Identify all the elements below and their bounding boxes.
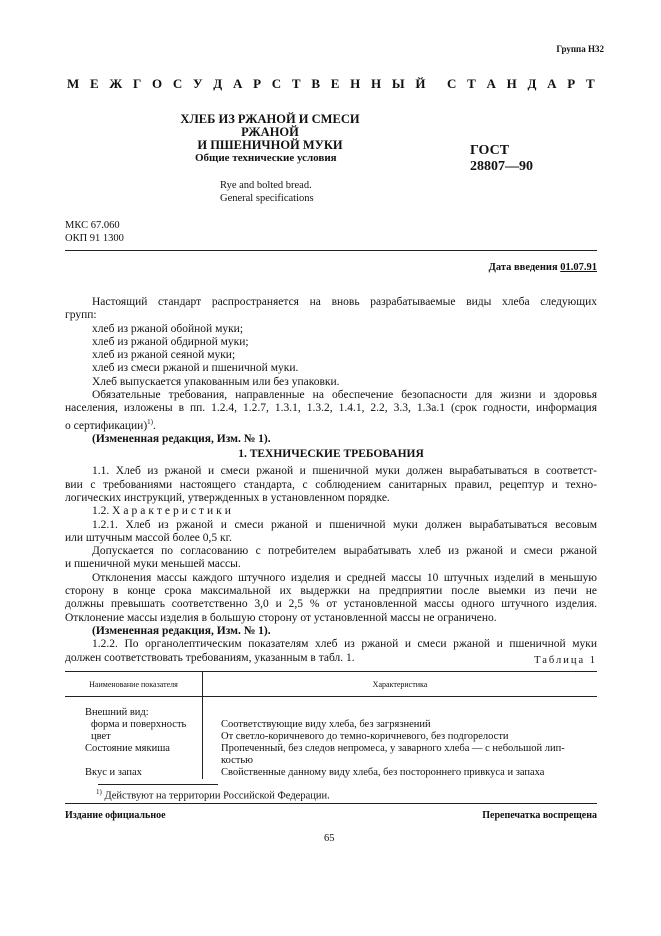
section-heading-technical-requirements: 1. ТЕХНИЧЕСКИЕ ТРЕБОВАНИЯ: [238, 448, 424, 461]
column-header-characteristic: Характеристика: [203, 672, 598, 697]
table-row: [65, 707, 597, 719]
footer-divider: [65, 803, 597, 804]
paragraph-scope-line1: Настоящий стандарт распространяется на вновь разрабатываемые виды хлеба следующих: [92, 296, 597, 308]
requirements-text-end: о сертификации): [65, 419, 148, 432]
paragraph-requirements-line1: Обязательные требования, направленные на обеспечение безопасности для жизни и здоровья: [92, 389, 597, 402]
banner-letter: Д: [213, 76, 223, 91]
banner-letter: А: [547, 76, 557, 91]
clause-1-2-2-line2: должен соответствовать требованиям, указанным в табл. 1.: [65, 651, 355, 664]
characteristic-cell: Свойственные данному виду хлеба, без постороннего привкуса и запаха: [221, 767, 545, 778]
mks-code: МКС 67.060: [65, 220, 120, 231]
gost-number: 28807—90: [470, 159, 533, 174]
clause-1-2-1-line5: Отклонения массы каждого штучного изделия и средней массы 10 штучных изделий в меньшую: [92, 571, 597, 584]
introduction-date: [489, 262, 597, 273]
clause-1-2-1-line2: или штучным массой более 0,5 кг.: [65, 531, 232, 544]
okp-code: ОКП 91 1300: [65, 233, 124, 244]
clause-1-2-1-line6: сторону в конце срока максимальной их выдержки на предприятии после выемки из печи не: [65, 585, 597, 598]
amendment-note: (Измененная редакция, Изм. № 1).: [92, 624, 271, 637]
interstate-standard-banner: [67, 76, 595, 92]
clause-1-2-1-line3: Допускается по согласованию с потребителем вырабатывать хлеб из ржаной и смеси ржаной: [92, 545, 597, 558]
banner-letter: В: [311, 76, 320, 91]
amendment-note: (Измененная редакция, Изм. № 1).: [92, 432, 271, 445]
footnote-text: Действуют на территории Российской Федерации.: [101, 790, 330, 802]
table-row: [65, 719, 597, 731]
official-edition-label: Издание официальное: [65, 810, 166, 821]
english-title: [220, 180, 420, 205]
clause-1-1-line1: 1.1. Хлеб из ржаной и смеси ржаной и пшеничной муки должен вырабатываться в соответст-: [92, 465, 597, 478]
clause-1-2-2-line1: 1.2.2. По органолептическим показателям хлеб из ржаной и смеси ржаной и пшеничной муки: [92, 638, 597, 651]
banner-letter: О: [152, 76, 163, 91]
indicator-cell: Состояние мякиша: [65, 743, 203, 755]
clause-1-2-1-line7: должны превышать соответственно 3,0 и 2,5 % от установленной массы одного штучного изделия.: [65, 598, 597, 611]
clause-1-2-number: 1.2.: [92, 505, 110, 518]
table-header-row: [65, 672, 597, 697]
banner-letter: Е: [330, 76, 340, 91]
page-number: 65: [324, 833, 335, 844]
banner-letter: С: [446, 76, 457, 91]
indicator-cell: Вкус и запах: [65, 767, 203, 779]
clause-1-2-heading: [65, 505, 597, 518]
list-item: хлеб из смеси ржаной и пшеничной муки.: [92, 362, 299, 375]
indicator-cell: цвет: [65, 731, 203, 743]
organoleptic-table: [65, 671, 597, 779]
clause-1-2-1-line4: и пшеничной муки меньшей массы.: [65, 558, 241, 571]
period: .: [153, 419, 156, 432]
indicator-cell: Внешний вид:: [65, 707, 203, 719]
paragraph-packaging: Хлеб выпускается упакованным или без упаковки.: [92, 375, 340, 388]
banner-letter: Д: [527, 76, 537, 91]
banner-letter: С: [172, 76, 183, 91]
footnote-ref: 1): [147, 417, 154, 426]
document-subtitle: Общие технические условия: [195, 152, 337, 164]
banner-letter: Е: [90, 76, 99, 91]
characteristic-cell: Соответствующие виду хлеба, без загрязнений: [221, 719, 431, 730]
list-item: хлеб из ржаной обдирной муки;: [92, 335, 249, 348]
list-item: хлеб из ржаной сеяной муки;: [92, 349, 236, 362]
table-row: [65, 767, 597, 779]
banner-letter: Н: [371, 76, 382, 91]
title-line-2: И ПШЕНИЧНОЙ МУКИ: [197, 138, 343, 152]
paragraph-requirements-line2: населения, изложены в пп. 1.2.4, 1.2.7, 1.3.1, 1.3.2, 1.4.1, 2.2, 3.3, 1.3а.1 (срок годности, информация: [65, 402, 597, 415]
title-line-1: ХЛЕБ ИЗ РЖАНОЙ И СМЕСИ РЖАНОЙ: [180, 112, 360, 139]
banner-letter: Т: [585, 76, 595, 91]
characteristic-cell: [203, 707, 598, 719]
banner-letter: Р: [567, 76, 576, 91]
clause-1-1-line3: логических инструкций, утвержденных в установленном порядке.: [65, 491, 390, 504]
banner-letter: Й: [415, 76, 426, 91]
paragraph-requirements-line3: [65, 416, 597, 433]
banner-letter: Н: [350, 76, 361, 91]
clause-1-1-line2: вии с требованиями настоящего стандарта, с соблюдением санитарных правил, рецептур и техно-: [65, 478, 597, 491]
banner-letter: Н: [506, 76, 517, 91]
table-row: [65, 743, 597, 755]
intro-date-value: 01.07.91: [560, 262, 597, 273]
banner-letter: Г: [133, 76, 142, 91]
banner-letter: С: [271, 76, 282, 91]
characteristic-cell: Пропеченный, без следов непромеса, у заварного хлеба — с небольшой лип-: [221, 743, 565, 754]
banner-letter: А: [232, 76, 243, 91]
banner-letter: Ж: [109, 76, 123, 91]
table-caption: Таблица 1: [534, 655, 597, 666]
intro-date-label: Дата введения: [488, 262, 558, 273]
english-title-line-1: Rye and bolted bread.: [220, 180, 312, 191]
indicator-cell: [65, 755, 203, 767]
footnote: [96, 788, 330, 802]
clause-1-2-title: Характеристики: [112, 505, 234, 518]
intro-section: [65, 296, 597, 665]
footnote-mark: 1): [96, 788, 102, 796]
column-header-indicator: Наименование показателя: [65, 672, 203, 697]
indicator-cell: форма и поверхность: [65, 719, 203, 731]
english-title-line-2: General specifications: [220, 192, 314, 204]
characteristic-cell: костью: [221, 755, 253, 766]
table-row: [65, 755, 597, 767]
list-item: хлеб из ржаной обойной муки;: [92, 322, 244, 335]
clause-1-2-1-line8: Отклонение массы изделия в большую сторону от установленной массы не ограничено.: [65, 611, 497, 624]
document-title: [150, 113, 390, 152]
banner-letter: Ы: [391, 76, 405, 91]
banner-letter: У: [193, 76, 203, 91]
banner-letter: А: [486, 76, 496, 91]
banner-letter: Т: [291, 76, 301, 91]
banner-letter: М: [67, 76, 80, 91]
reprint-prohibited-label: Перепечатка воспрещена: [482, 810, 597, 821]
classification-codes: [65, 219, 265, 245]
table-spacer-row: [65, 697, 597, 708]
header-divider: [65, 250, 597, 251]
banner-letter: Т: [467, 76, 476, 91]
banner-letter: Р: [253, 76, 262, 91]
footnote-divider: [98, 784, 218, 785]
gost-label: ГОСТ: [470, 143, 510, 158]
gost-designation: [470, 143, 550, 175]
table-row: [65, 731, 597, 743]
characteristic-cell: От светло-коричневого до темно-коричневого, без подгорелости: [221, 731, 509, 742]
group-code: Группа Н32: [556, 44, 604, 54]
clause-1-2-1-line1: 1.2.1. Хлеб из ржаной и смеси ржаной и пшеничной муки должен вырабатываться весовым: [92, 518, 597, 531]
paragraph-scope-line2: групп:: [65, 309, 97, 322]
